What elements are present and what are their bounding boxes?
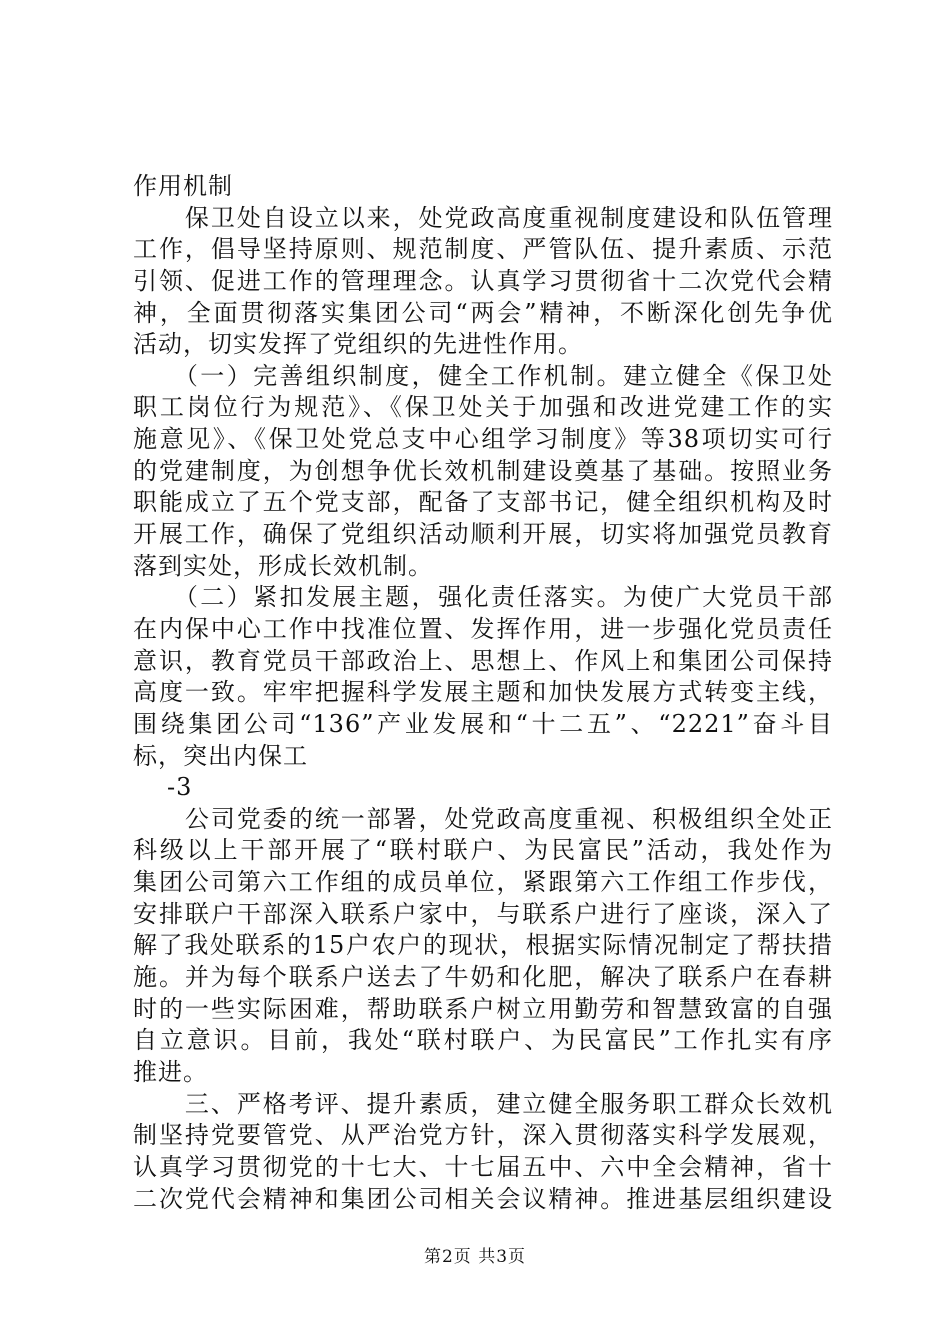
text-line: 意识，教育党员干部政治上、思想上、作风上和集团公司保持 xyxy=(133,646,833,675)
text-line: 集团公司第六工作组的成员单位，紧跟第六工作组工作步伐， xyxy=(133,868,833,897)
text-line: 围绕集团公司“136”产业发展和“十二五”、“2221”奋斗目 xyxy=(133,709,833,738)
text-line: 职工岗位行为规范》、《保卫处关于加强和改进党建工作的实 xyxy=(133,393,833,422)
text-line: （一）完善组织制度，健全工作机制。建立健全《保卫处 xyxy=(133,361,833,390)
text-line: 职能成立了五个党支部，配备了支部书记，健全组织机构及时 xyxy=(133,488,833,517)
text-line: 落到实处，形成长效机制。 xyxy=(133,551,433,580)
text-line: （二）紧扣发展主题，强化责任落实。为使广大党员干部 xyxy=(133,583,833,612)
text-line: 科级以上干部开展了“联村联户、为民富民”活动，我处作为 xyxy=(133,836,833,865)
text-line: 开展工作，确保了党组织活动顺利开展，切实将加强党员教育 xyxy=(133,520,833,549)
text-line: 时的一些实际困难，帮助联系户树立用勤劳和智慧致富的自强 xyxy=(133,994,833,1023)
text-line: 活动，切实发挥了党组织的先进性作用。 xyxy=(133,330,583,359)
text-line: 三、严格考评、提升素质，建立健全服务职工群众长效机 xyxy=(133,1089,833,1118)
text-line: 在内保中心工作中找准位置、发挥作用，进一步强化党员责任 xyxy=(133,614,833,643)
text-line: 标，突出内保工 xyxy=(133,741,308,770)
text-line: 解了我处联系的15户农户的现状，根据实际情况制定了帮扶措 xyxy=(133,931,833,960)
text-line: 的党建制度，为创想争优长效机制建设奠基了基础。按照业务 xyxy=(133,456,833,485)
text-line: 作用机制 xyxy=(133,172,233,200)
text-line: 自立意识。目前，我处“联村联户、为民富民”工作扎实有序 xyxy=(133,1026,833,1055)
text-line: 制坚持党要管党、从严治党方针，深入贯彻落实科学发展观， xyxy=(133,1121,833,1150)
text-line: 施。并为每个联系户送去了牛奶和化肥，解决了联系户在春耕 xyxy=(133,963,833,992)
document-body xyxy=(133,171,833,1215)
text-line: 工作，倡导坚持原则、规范制度、严管队伍、提升素质、示范 xyxy=(133,235,833,264)
text-line: 安排联户干部深入联系户家中，与联系户进行了座谈，深入了 xyxy=(133,899,833,928)
text-line: 保卫处自设立以来，处党政高度重视制度建设和队伍管理 xyxy=(133,203,833,232)
text-line: 引领、促进工作的管理理念。认真学习贯彻省十二次党代会精 xyxy=(133,266,833,295)
text-line: 认真学习贯彻党的十七大、十七届五中、六中全会精神，省十 xyxy=(133,1152,833,1181)
page-footer: 第2页 共3页 xyxy=(423,1247,527,1267)
text-line: 高度一致。牢牢把握科学发展主题和加快发展方式转变主线， xyxy=(133,678,833,707)
text-line: 推进。 xyxy=(133,1057,208,1086)
page-marker: -3 xyxy=(167,773,193,802)
text-line: 施意见》、《保卫处党总支中心组学习制度》等38项切实可行 xyxy=(133,425,833,454)
text-line: 二次党代会精神和集团公司相关会议精神。推进基层组织建设 xyxy=(133,1184,833,1213)
text-line: 公司党委的统一部署，处党政高度重视、积极组织全处正 xyxy=(133,804,833,833)
text-line: 神，全面贯彻落实集团公司“两会”精神，不断深化创先争优 xyxy=(133,298,833,327)
